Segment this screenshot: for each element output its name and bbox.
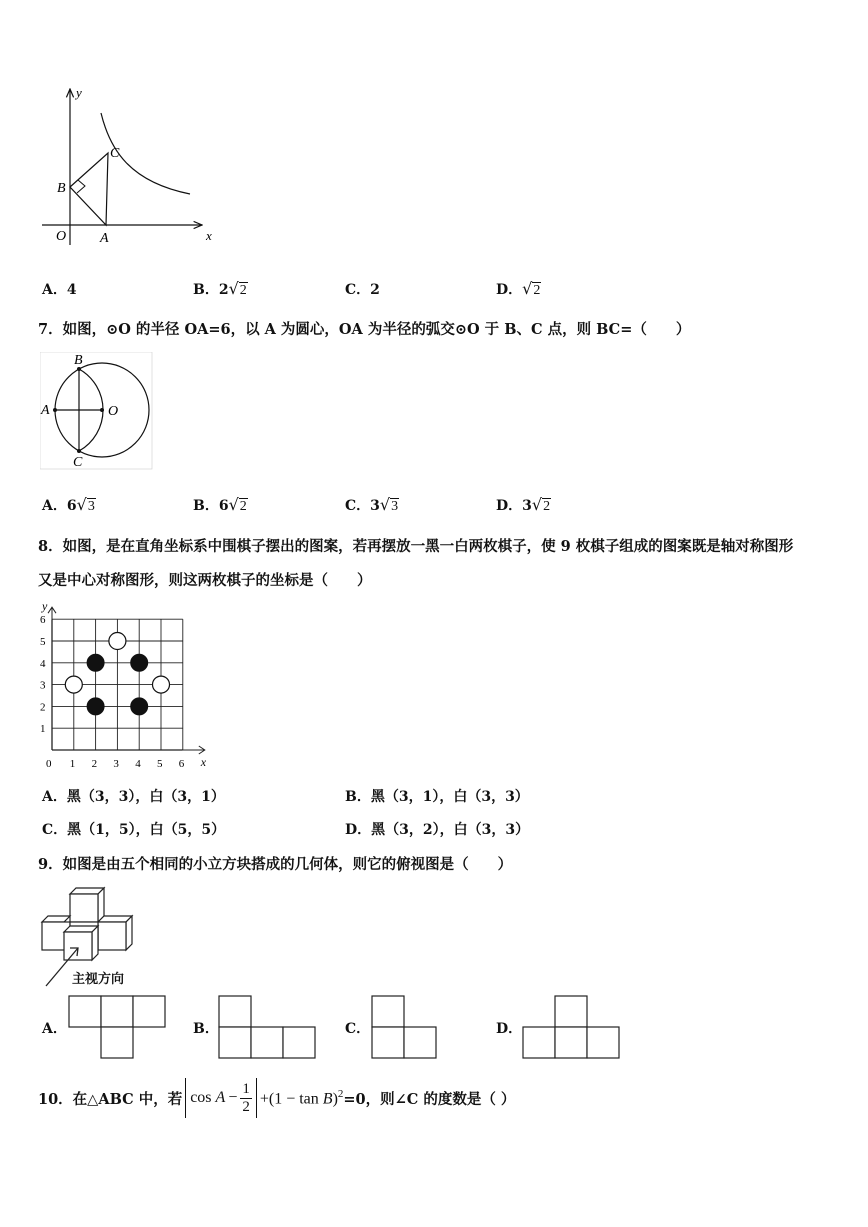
x-tick-label: 0: [46, 758, 52, 770]
q8-option-c[interactable]: C．黑（1，5），白（5，5）: [42, 822, 226, 838]
q9-option-c-label[interactable]: C．: [345, 1021, 371, 1037]
white-stone: [109, 633, 126, 650]
x-tick-label: 5: [157, 758, 163, 770]
absolute-value-expression: cos A − $\frac{1}{2}$: [185, 1078, 257, 1118]
q8-option-a[interactable]: A．黑（3，3），白（3，1）: [42, 789, 225, 805]
black-stone: [87, 654, 104, 671]
right-angle-mark: [77, 180, 85, 193]
q8-option-d[interactable]: D．黑（3，2），白（3，3）: [345, 822, 530, 838]
q6-option-c[interactable]: C．2: [345, 282, 380, 298]
q8-text-line1: 8．如图，是在直角坐标系中围棋子摆出的图案，若再摆放一黑一白两枚棋子，使 9 枚棋子组成的图案既是轴对称图形: [38, 538, 794, 555]
black-stone: [131, 654, 148, 671]
sqrt-sign: √3: [379, 495, 399, 514]
white-stone: [153, 676, 170, 693]
y-tick-label: 1: [40, 723, 46, 736]
q6-option-d[interactable]: D．√2: [496, 279, 541, 298]
sqrt-sign: √3: [76, 495, 95, 514]
x-axis-label: x: [200, 755, 207, 769]
q8-text-line2: 又是中心对称图形，则这两枚棋子的坐标是（ ）: [38, 572, 372, 589]
q9-option-b-figure[interactable]: [218, 995, 318, 1060]
sqrt-sign: √2: [522, 279, 541, 298]
q9-option-c-figure[interactable]: [371, 995, 439, 1060]
q9-option-d-figure[interactable]: [522, 995, 622, 1060]
q9-option-b-label[interactable]: B．: [193, 1021, 219, 1037]
x-tick-label: 3: [113, 758, 119, 770]
white-stone: [65, 676, 82, 693]
point-a-label: A: [41, 403, 50, 418]
y-axis-label: y: [42, 600, 48, 613]
view-direction-label: 主视方向: [72, 972, 125, 987]
q6-option-a[interactable]: A．4: [42, 282, 77, 298]
fraction-one-half: $\frac{1}{2}$: [242, 1080, 250, 1115]
point-o-label: O: [108, 404, 119, 419]
q9-option-a-label[interactable]: A．: [42, 1021, 67, 1037]
q7-figure: [40, 352, 155, 470]
q9-option-d-label[interactable]: D．: [496, 1021, 523, 1037]
point-b-label: B: [57, 181, 66, 196]
go-board-figure: [38, 600, 213, 772]
point-c-label: C: [110, 146, 120, 161]
black-stone: [131, 698, 148, 715]
y-tick-label: 4: [40, 657, 46, 670]
q10-text: 10．在△ABC 中，若 cos A − $\frac{1}{2}$ $+(1 - \tan B)^2$ =0，则∠C 的度数是（ ）: [38, 1078, 515, 1118]
x-tick-label: 4: [135, 758, 141, 770]
q9-text: 9．如图是由五个相同的小立方块搭成的几何体，则它的俯视图是（ ）: [38, 856, 513, 873]
sqrt-sign: √2: [228, 495, 247, 514]
y-tick-label: 5: [40, 636, 46, 648]
q6-figure: [40, 85, 230, 250]
q7-option-d[interactable]: D．3√2: [496, 495, 551, 514]
point-c-label: C: [73, 455, 83, 470]
origin-label: O: [56, 229, 67, 244]
y-label: y: [76, 85, 82, 100]
sqrt-sign: √2: [531, 495, 551, 514]
black-stone: [87, 698, 104, 715]
q9-option-a-figure[interactable]: [68, 995, 168, 1060]
q8-option-b[interactable]: B．黑（3，1），白（3，3）: [345, 789, 529, 805]
y-tick-label: 6: [40, 614, 46, 627]
sqrt-sign: √2: [228, 279, 247, 298]
q7-text: 7．如图，⊙O 的半径 OA=6，以 A 为圆心，OA 为半径的弧交⊙O 于 B、C 点，则 BC=（ ）: [38, 321, 691, 338]
x-tick-label: 1: [69, 758, 76, 770]
q7-option-c[interactable]: C．3√3: [345, 495, 399, 514]
x-label: x: [206, 228, 212, 243]
q7-option-b[interactable]: B．6√2: [193, 495, 247, 514]
point-b-label: B: [74, 353, 83, 368]
point-a-label: A: [100, 231, 109, 246]
q7-option-a[interactable]: A．6√3: [42, 495, 95, 514]
x-tick-label: 2: [91, 758, 98, 770]
x-tick-label: 6: [178, 758, 185, 770]
right-triangle: [70, 153, 108, 225]
y-tick-label: 3: [40, 679, 46, 692]
y-tick-label: 2: [40, 701, 46, 714]
q6-option-b[interactable]: B．2√2: [193, 279, 247, 298]
